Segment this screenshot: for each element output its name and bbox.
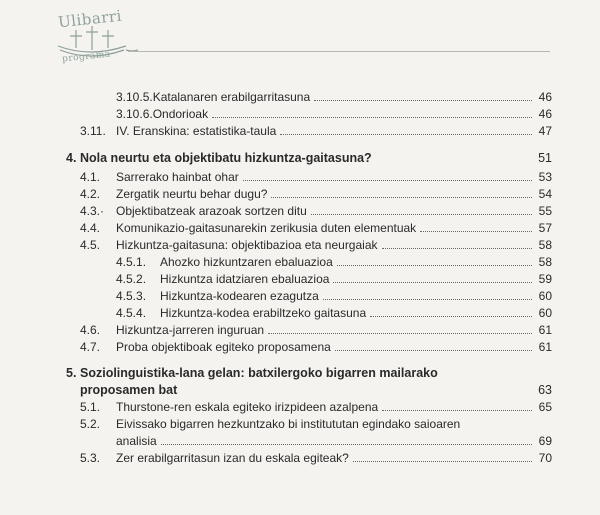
header-rule	[128, 51, 550, 52]
toc-section-heading	[66, 151, 552, 165]
toc-section-title: Nola neurtu eta objektibatu hizkuntza-gaitasuna?	[80, 151, 372, 165]
toc-entry-page: 60	[538, 306, 552, 320]
toc-entry-number: 4.4.	[80, 221, 101, 235]
toc-entry-title: Ondorioak	[152, 107, 209, 121]
toc-entry-page: 54	[538, 187, 552, 201]
toc-entry	[80, 204, 552, 218]
toc-entry-page: 53	[538, 170, 552, 184]
toc-entry-page: 65	[538, 400, 552, 414]
toc-section-heading	[66, 366, 438, 380]
toc-leader-dots	[243, 171, 532, 181]
toc-entry-page: 61	[538, 323, 552, 337]
toc-entry-number: 4.5.1.	[116, 255, 147, 269]
toc-section-page: 63	[538, 383, 552, 397]
toc-entry-number: 3.10.5.	[116, 90, 153, 104]
toc-entry-page: 70	[538, 451, 552, 465]
toc-entry	[116, 107, 552, 121]
toc-entry-title: Hizkuntza-kodearen ezagutza	[160, 289, 319, 303]
toc-entry	[80, 451, 552, 465]
toc-leader-dots	[353, 452, 532, 462]
toc-entry-title: Ahozko hizkuntzaren ebaluazioa	[160, 255, 333, 269]
toc-entry	[116, 255, 552, 269]
toc-entry-title: Sarrerako hainbat ohar	[116, 170, 239, 184]
toc-section-title-line2: proposamen bat	[80, 383, 178, 397]
toc-entry-page: 58	[538, 238, 552, 252]
logo-bottom-text: programa	[61, 49, 112, 65]
toc-entry-page: 57	[538, 221, 552, 235]
toc-leader-dots	[280, 125, 532, 135]
toc-section-number: 4.	[66, 151, 77, 165]
toc-entry-number: 4.7.	[80, 340, 101, 354]
toc-leader-dots	[370, 307, 532, 317]
toc-entry-title: Katalanaren erabilgarritasuna	[152, 90, 311, 104]
logo-top-text: Ulibarri	[57, 6, 123, 32]
toc-entry-page: 58	[538, 255, 552, 269]
toc-entry-title: Hizkuntza-jarreren inguruan	[116, 323, 265, 337]
toc-entry	[80, 170, 552, 184]
toc-entry-page: 46	[538, 107, 552, 121]
toc-entry-title: Hizkuntza idatziaren ebaluazioa	[160, 272, 330, 286]
toc-entry-page: 60	[538, 289, 552, 303]
toc-entry-title: Thurstone-ren eskala egiteko irizpideen azalpena	[116, 400, 379, 414]
toc-leader-dots	[382, 239, 533, 249]
ulibarri-logo	[40, 6, 140, 72]
toc-entry-title: Komunikazio-gaitasunarekin zerikusia duten elementuak	[116, 221, 417, 235]
toc-entry-first-line	[80, 417, 460, 431]
toc-entry-number: 4.5.	[80, 238, 101, 252]
toc-leader-dots	[268, 324, 532, 334]
toc-leader-dots	[335, 341, 532, 351]
toc-section-title-line1: Soziolinguistika-lana gelan: batxilergoko bigarren mailarako	[80, 366, 438, 380]
toc-entry-title: analisia	[116, 434, 157, 448]
toc-entry-title: Proba objektiboak egiteko proposamena	[116, 340, 331, 354]
toc-entry-number: 4.6.	[80, 323, 101, 337]
toc-entry-page: 59	[538, 272, 552, 286]
toc-entry-page: 47	[538, 124, 552, 138]
toc-entry	[116, 434, 552, 448]
toc-leader-dots	[161, 435, 532, 445]
toc-entry-number: 4.5.4.	[116, 306, 147, 320]
toc-entry	[116, 289, 552, 303]
toc-entry-title: Hizkuntza-kodea erabiltzeko gaitasuna	[160, 306, 367, 320]
toc-entry	[80, 400, 552, 414]
toc-entry	[80, 238, 552, 252]
toc-leader-dots	[333, 273, 532, 283]
toc-section-heading-cont	[80, 383, 552, 397]
toc-entry-number: 4.5.3.	[116, 289, 147, 303]
toc-entry-title: Hizkuntza-gaitasuna: objektibazioa eta neurgaiak	[116, 238, 378, 252]
toc-entry-number: 4.1.	[80, 170, 101, 184]
toc-leader-dots	[420, 222, 532, 232]
toc-leader-dots	[337, 256, 532, 266]
toc-entry-page: 46	[538, 90, 552, 104]
toc-leader-dots	[314, 91, 532, 101]
toc-entry-number: 3.10.6.	[116, 107, 153, 121]
toc-entry	[80, 221, 552, 235]
toc-leader-dots	[212, 108, 532, 118]
toc-entry-number: 5.3.	[80, 451, 101, 465]
toc-leader-dots	[311, 205, 532, 215]
toc-entry-number: 4.5.2.	[116, 272, 147, 286]
toc-entry	[80, 187, 552, 201]
toc-entry-number: 3.11.	[80, 124, 106, 138]
toc-entry	[116, 306, 552, 320]
toc-entry	[80, 323, 552, 337]
toc-leader-dots	[271, 188, 532, 198]
toc-entry-number: 4.2.	[80, 187, 101, 201]
toc-entry-number: 5.1.	[80, 400, 101, 414]
toc-entry-title: IV. Eranskina: estatistika-taula	[116, 124, 277, 138]
toc-entry-title: Objektibatzeak arazoak sortzen ditu	[116, 204, 307, 218]
sailing-ship-icon	[40, 6, 140, 72]
toc-entry-number: 5.2.	[80, 417, 101, 431]
toc-entry-title: Zer erabilgarritasun izan du eskala egiteak?	[116, 451, 349, 465]
toc-entry	[116, 272, 552, 286]
toc-entry	[80, 340, 552, 354]
toc-entry-title-line1: Eivissako bigarren hezkuntzako bi institututan egindako saioaren	[116, 417, 461, 431]
toc-leader-dots	[323, 290, 532, 300]
toc-section-page: 51	[538, 151, 552, 165]
toc-entry	[116, 90, 552, 104]
toc-entry-page: 69	[538, 434, 552, 448]
toc-entry-number: 4.3.·	[80, 204, 105, 218]
toc-entry	[80, 124, 552, 138]
toc-entry-title: Zergatik neurtu behar dugu?	[116, 187, 268, 201]
toc-entry-page: 61	[538, 340, 552, 354]
toc-leader-dots	[382, 401, 532, 411]
toc-entry-page: 55	[538, 204, 552, 218]
toc-section-number: 5.	[66, 366, 77, 380]
